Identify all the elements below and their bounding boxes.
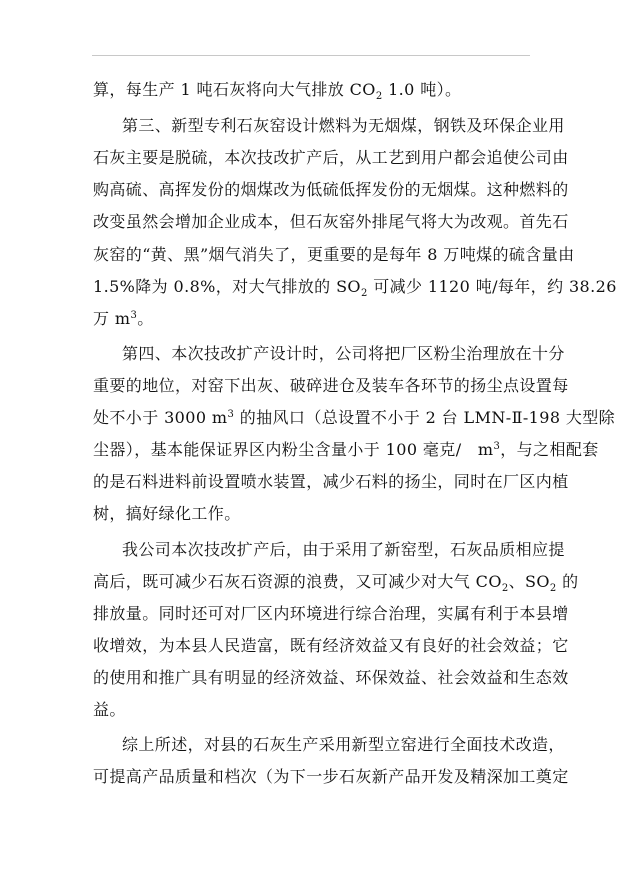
text-line: 购高硫、高挥发份的烟煤改为低硫低挥发份的无烟煤。这种燃料的: [93, 180, 569, 199]
text-line: 灰窑的“黄、黑”烟气消失了，更重要的是每年 8 万吨煤的硫含量由: [93, 245, 575, 264]
text-line: [93, 438, 599, 462]
text-segment: 的抽风口（总设置不小于 2 台 LMN-Ⅱ-198 大型除: [234, 408, 616, 427]
text-line: 石灰主要是脱硫，本次技改扩产后，从工艺到用户都会追使公司由: [93, 148, 569, 167]
text-line: 我公司本次技改扩产后，由于采用了新窑型，石灰品质相应提: [122, 540, 565, 559]
superscript: 3: [130, 310, 138, 321]
text-segment: 、SO: [508, 572, 550, 591]
subscript: 2: [549, 583, 557, 594]
text-line: [93, 275, 617, 299]
text-segment: 的: [556, 572, 579, 591]
text-line: 第三、新型专利石灰窑设计燃料为无烟煤，钢铁及环保企业用: [122, 116, 565, 135]
header-divider: [92, 55, 530, 56]
subscript: 2: [360, 288, 368, 299]
text-segment: 。: [137, 309, 154, 328]
text-line: 重要的地位，对窑下出灰、破碎进仓及装车各环节的扬尘点设置每: [93, 376, 569, 395]
text-segment: 算，每生产 1 吨石灰将向大气排放 CO: [93, 80, 376, 99]
text-line: 排放量。同时还可对厂区内环境进行综合治理，实属有利于本县增: [93, 604, 569, 623]
text-line: 收增效，为本县人民造富，既有经济效益又有良好的社会效益；它: [93, 636, 569, 655]
text-segment: 1.5%降为 0.8%，对大气排放的 SO: [93, 277, 361, 296]
superscript: 3: [493, 441, 501, 452]
text-line: 综上所述，对县的石灰生产采用新型立窑进行全面技术改造，: [122, 735, 565, 754]
text-line: [93, 78, 461, 102]
text-segment: 处不小于 3000 m: [93, 408, 228, 427]
text-line: 益。: [93, 700, 126, 719]
text-segment: 可减少 1120 吨/每年，约 38.26: [367, 277, 617, 296]
text-segment: 尘器），基本能保证界区内粉尘含量小于 100 毫克/ m: [93, 440, 494, 459]
text-line: 树，搞好绿化工作。: [93, 504, 241, 523]
text-line: [93, 406, 615, 430]
text-line: 改变虽然会增加企业成本，但石灰窑外排尾气将大为改观。首先石: [93, 212, 569, 231]
text-line: [93, 570, 579, 594]
text-line: 的是石料进料前设置喷水装置，减少石料的扬尘，同时在厂区内植: [93, 472, 569, 491]
subscript: 2: [375, 91, 383, 102]
text-line: 可提高产品质量和档次（为下一步石灰新产品开发及精深加工奠定: [93, 767, 569, 786]
text-segment: 高后，既可减少石灰石资源的浪费，又可减少对大气 CO: [93, 572, 502, 591]
text-segment: 1.0 吨）。: [382, 80, 462, 99]
text-line: 的使用和推广具有明显的经济效益、环保效益、社会效益和生态效: [93, 668, 569, 687]
text-segment: ，与之相配套: [500, 440, 599, 459]
superscript: 3: [227, 409, 235, 420]
text-line: 第四、本次技改扩产设计时，公司将把厂区粉尘治理放在十分: [122, 344, 565, 363]
text-line: [93, 307, 154, 331]
subscript: 2: [501, 583, 509, 594]
text-segment: 万 m: [93, 309, 131, 328]
